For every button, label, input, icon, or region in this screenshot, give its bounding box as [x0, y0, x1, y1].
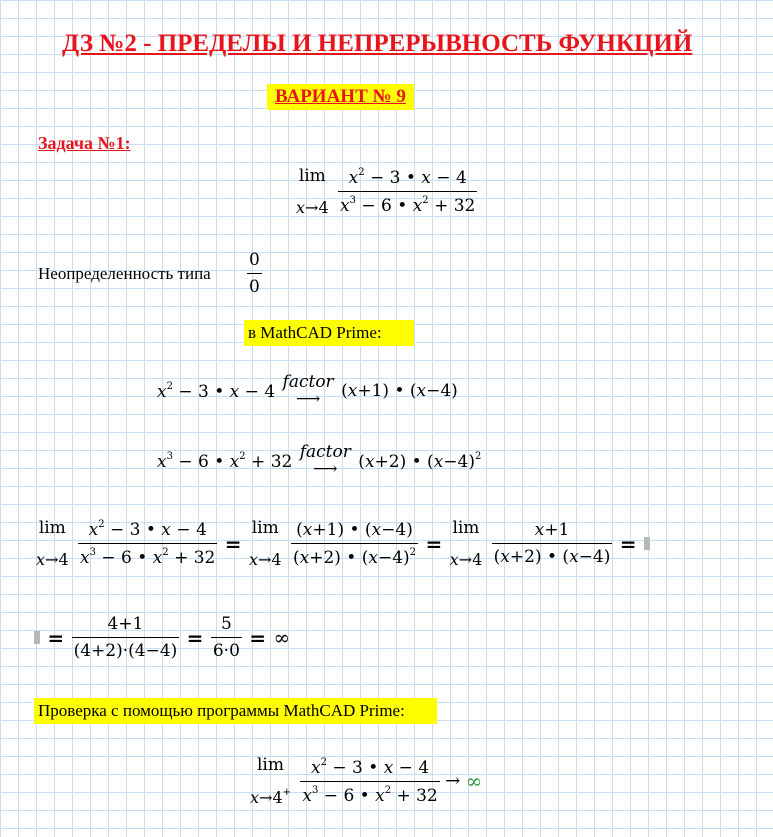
- factor-arrow: factor ⟶: [299, 442, 351, 479]
- check-label: Проверка с помощью программы MathCAD Prime:: [34, 698, 437, 724]
- infinity-result: ∞: [273, 625, 291, 650]
- simplified-fraction: $\frac{x+1}{(x+2) • (x-4)}$: [493, 520, 611, 567]
- document-title: ДЗ №2 - ПРЕДЕЛЫ И НЕПРЕРЫВНОСТЬ ФУНКЦИЙ: [62, 30, 693, 57]
- factor-numerator[interactable]: $x^2 - 3$ • x − 4 factor ⟶ (x+1) • (x−4): [157, 372, 458, 409]
- indeterminacy-fraction: $\frac{0}{0}$: [249, 250, 260, 297]
- limit-operator: lim x→4: [296, 166, 329, 217]
- problem-limit[interactable]: [296, 166, 477, 217]
- placeholder-marker[interactable]: [34, 631, 40, 644]
- substitution-chain[interactable]: = $\frac{4+1}{(4+2)\cdot(4-4)}$ = $\frac{5}{6\cdot 0}$ = ∞: [34, 614, 290, 661]
- variant-label: ВАРИАНТ № 9: [267, 84, 414, 110]
- mathcad-label: в MathCAD Prime:: [244, 320, 414, 346]
- limit-chain[interactable]: lim x→4 $\frac{x^2 - 3 • x - 4}{x^3 - 6 • x^2 + 32}$ = lim x→4 $\frac{(x+1) • (x-4)}{(x+2) • (x-4)^2}$ = lim x→4 $\frac{x+1}{(x+2) • (x-4)}$ =: [36, 518, 650, 569]
- value-fraction: $\frac{5}{6\cdot 0}$: [212, 614, 240, 661]
- factor-denominator[interactable]: $x^3 - 6$ • $x^2 + 32$ factor ⟶ (x+2) • $(x-4)^2$: [157, 442, 482, 479]
- factored-fraction: $\frac{(x+1) • (x-4)}{(x+2) • (x-4)^2}$: [292, 519, 417, 568]
- check-fraction: $\frac{x^2 - 3 • x - 4}{x^3 - 6 • x^2 + 32}$: [302, 756, 438, 806]
- indeterminacy-text: Неопределенность типа: [38, 264, 211, 283]
- check-limit[interactable]: lim x→4+ $\frac{x^2 - 3 • x - 4}{x^3 - 6 • x^2 + 32}$ → ∞: [250, 755, 483, 807]
- original-fraction: $\frac{x^2 - 3 • x - 4}{x^3 - 6 • x^2 + 32}$: [80, 519, 216, 568]
- limit-operator: lim x→4+: [250, 755, 292, 807]
- limit-operator: lim x→4: [248, 518, 282, 569]
- placeholder-marker[interactable]: [644, 537, 650, 550]
- problem-fraction: $\frac{x^2 - 3 • x - 4}{x^3 - 6 • x^2 + 32}$: [340, 167, 476, 216]
- limit-operator: lim x→4: [36, 518, 69, 569]
- factor-arrow: factor ⟶: [282, 372, 334, 409]
- check-result: ∞: [465, 769, 483, 793]
- limit-operator: lim x→4: [449, 518, 483, 569]
- task-heading: Задача №1:: [38, 133, 131, 153]
- substituted-fraction: $\frac{4+1}{(4+2)\cdot(4-4)}$: [73, 614, 178, 661]
